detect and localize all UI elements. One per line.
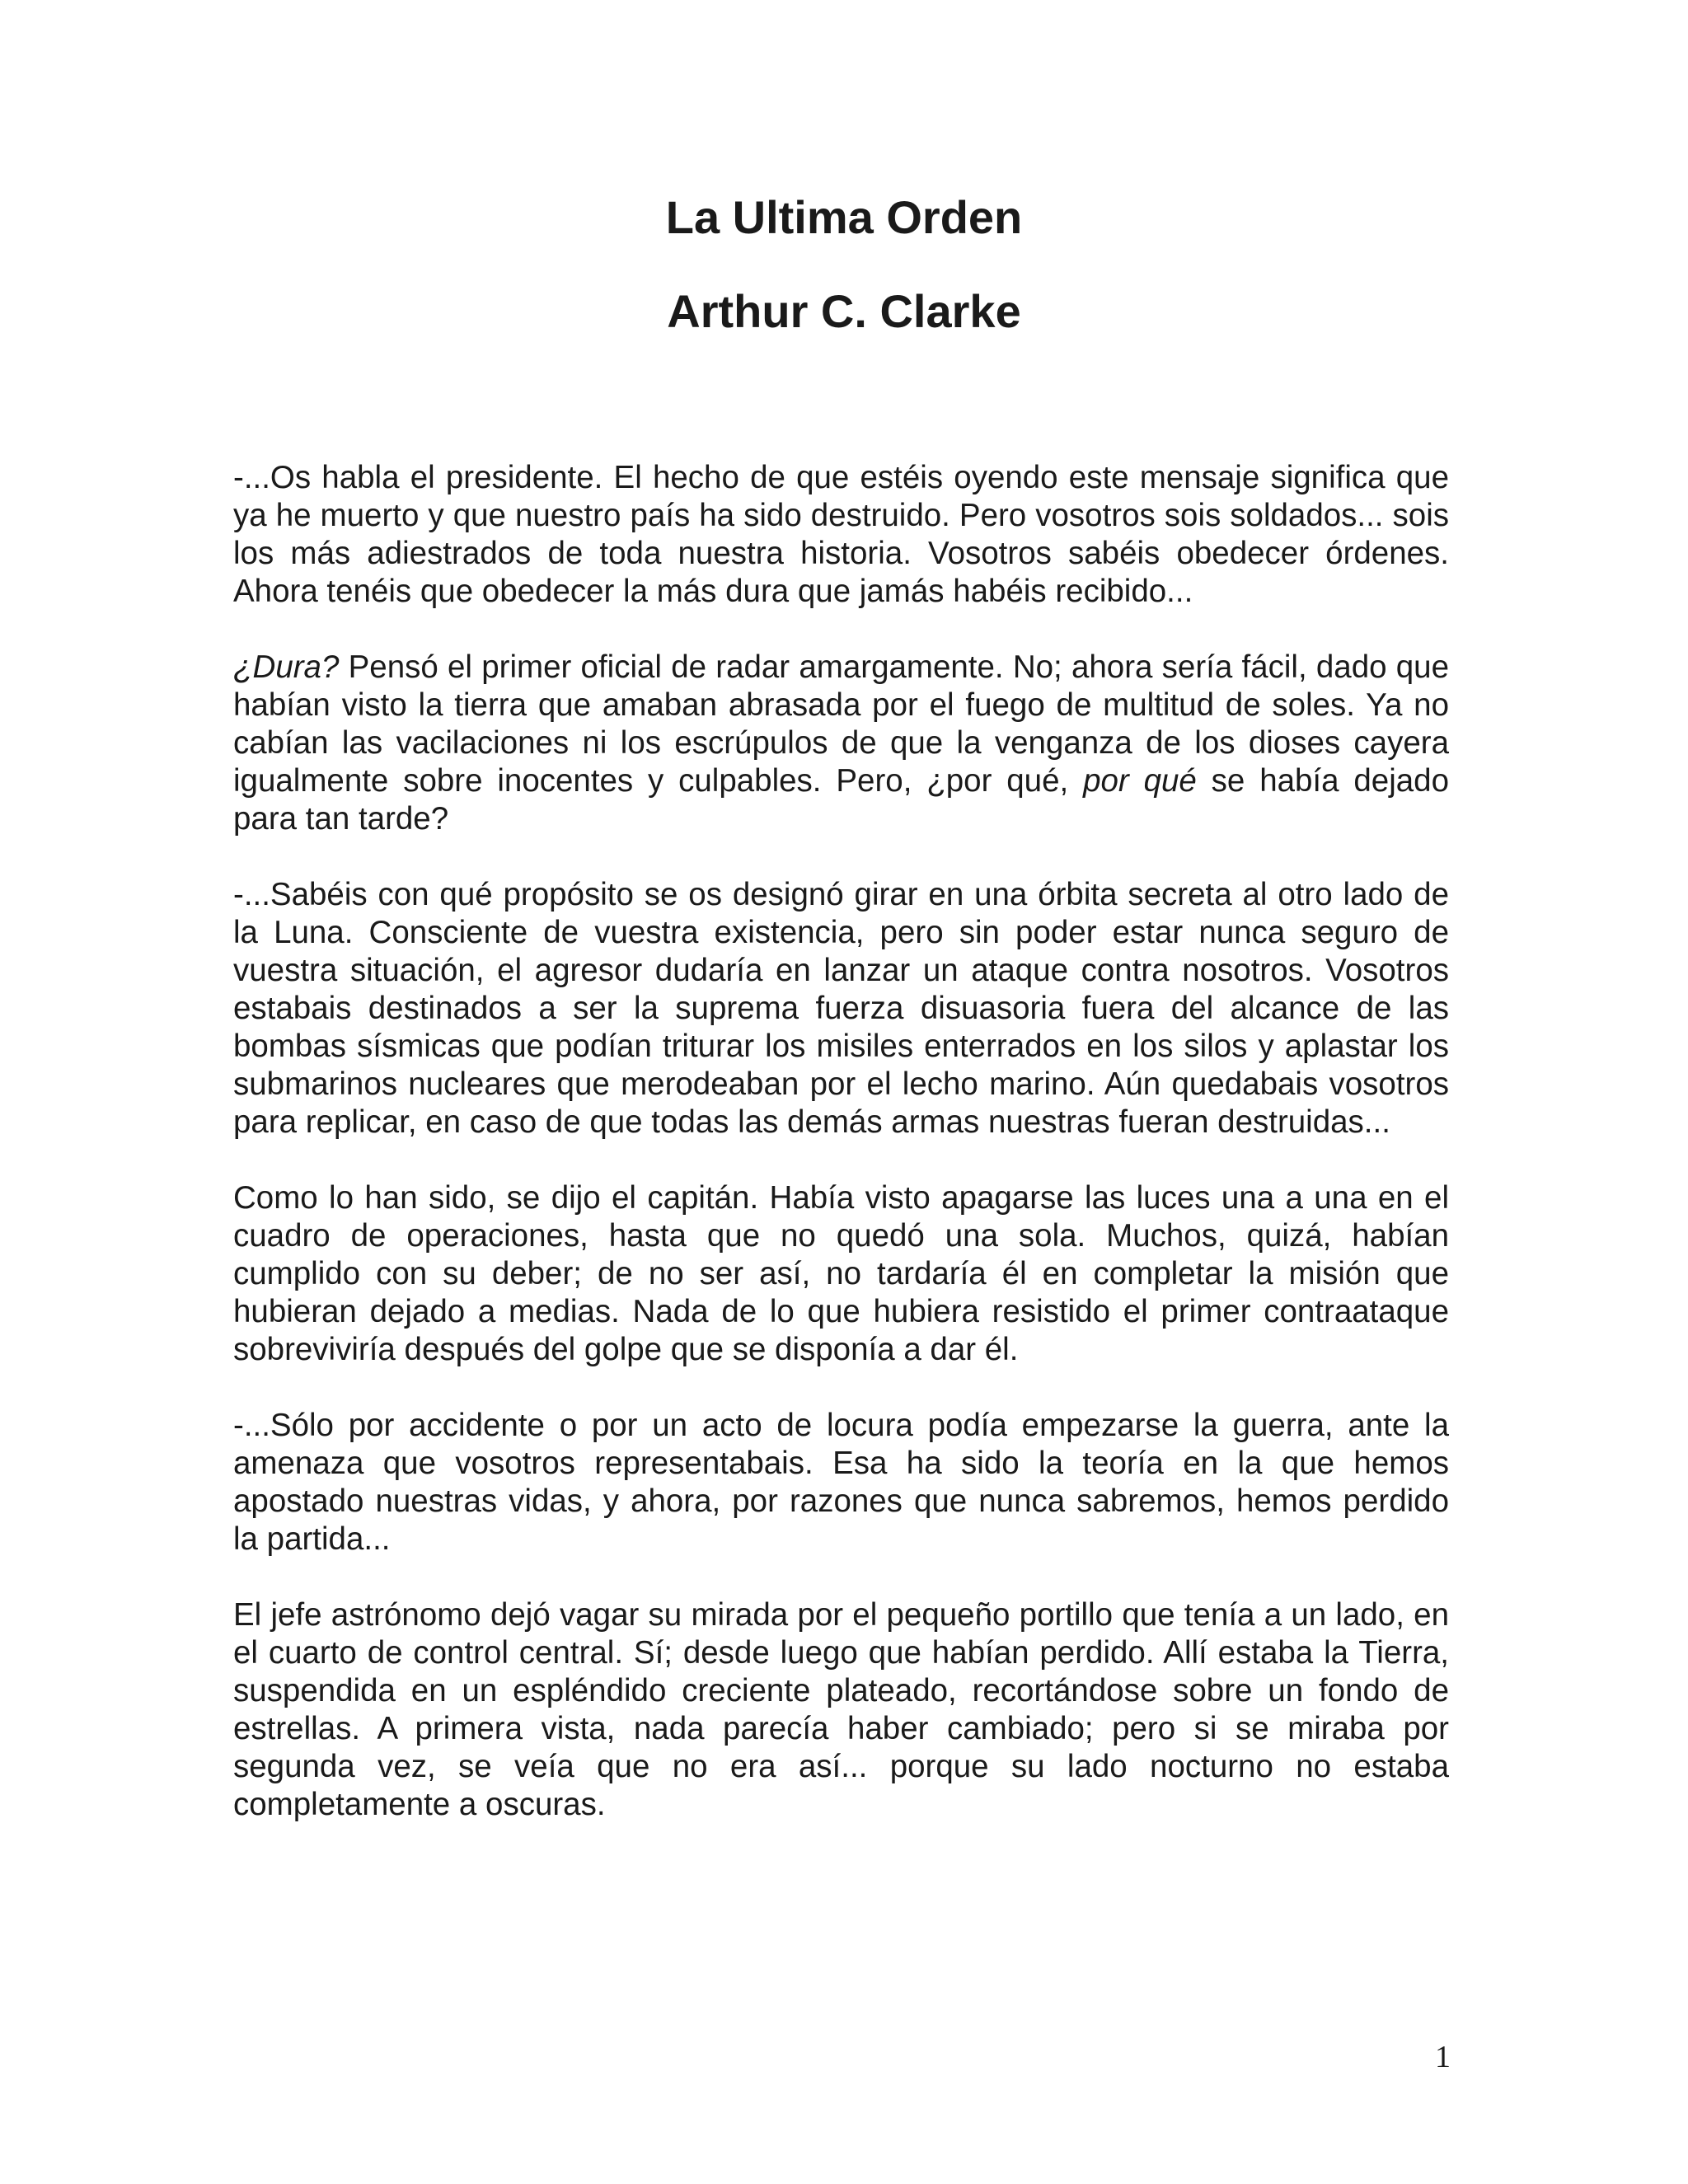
- italic-por-que: por qué: [1083, 763, 1197, 799]
- document-author: Arthur C. Clarke: [667, 285, 1021, 337]
- paragraph-2: [233, 649, 1449, 838]
- paragraph-3: -...Sabéis con qué propósito se os designó girar en una órbita secreta al otro lado de la Luna. Consciente de vuestra existencia, pero sin poder estar nunca seguro de vuestra situación, el agresor dudaría en lanzar un ataque contra nosotros. Vosotros estabais destinados a ser la suprema fuerza disuasoria fuera del alcance de las bombas sísmicas que podían triturar los misiles enterrados en los silos y aplastar los submarinos nucleares que merodeaban por el lecho marino. Aún quedabais vosotros para replicar, en caso de que todas las demás armas nuestras fueran destruidas...: [233, 877, 1449, 1140]
- paragraph-6: El jefe astrónomo dejó vagar su mirada por el pequeño portillo que tenía a un lado, en el cuarto de control central. Sí; desde luego que habían perdido. Allí estaba la Tierra, suspendida en un espléndido creciente plateado, recortándose sobre un fondo de estrellas. A primera vista, nada parecía haber cambiado; pero si se miraba por segunda vez, se veía que no era así... porque su lado nocturno no estaba completamente a oscuras.: [233, 1597, 1449, 1822]
- document-title: La Ultima Orden: [665, 191, 1023, 243]
- paragraph-2-text-b: se había dejado para tan tarde?: [233, 763, 1450, 837]
- paragraph-4: Como lo han sido, se dijo el capitán. Había visto apagarse las luces una a una en el cuadro de operaciones, hasta que no quedó una sola. Muchos, quizá, habían cumplido con su deber; de no ser así, no tardaría él en completar la misión que hubieran dejado a medias. Nada de lo que hubiera resistido el primer contraataque sobreviviría después del golpe que se disponía a dar él.: [233, 1180, 1449, 1367]
- body-text: [233, 459, 1449, 1862]
- paragraph-5: -...Sólo por accidente o por un acto de locura podía empezarse la guerra, ante la amenaza que vosotros representabais. Esa ha sido la teoría en la que hemos apostado nuestras vidas, y ahora, por razones que nunca sabremos, hemos perdido la partida...: [233, 1408, 1449, 1557]
- page-number: 1: [1435, 2040, 1451, 2074]
- paragraph-2-text-a: Pensó el primer oficial de radar amargamente. No; ahora sería fácil, dado que habían visto la tierra que amaban abrasada por el fuego de multitud de soles. Ya no cabían las vacilaciones ni los escrúpulos de que la venganza de los dioses cayera igualmente sobre inocentes y culpables. Pero, ¿por qué,: [233, 649, 1449, 799]
- title-block: [0, 188, 1688, 341]
- italic-dura: ¿Dura?: [233, 649, 340, 685]
- paragraph-1: -...Os habla el presidente. El hecho de que estéis oyendo este mensaje significa que ya he muerto y que nuestro país ha sido destruido. Pero vosotros sois soldados... sois los más adiestrados de toda nuestra historia. Vosotros sabéis obedecer órdenes. Ahora tenéis que obedecer la más dura que jamás habéis recibido...: [233, 460, 1449, 609]
